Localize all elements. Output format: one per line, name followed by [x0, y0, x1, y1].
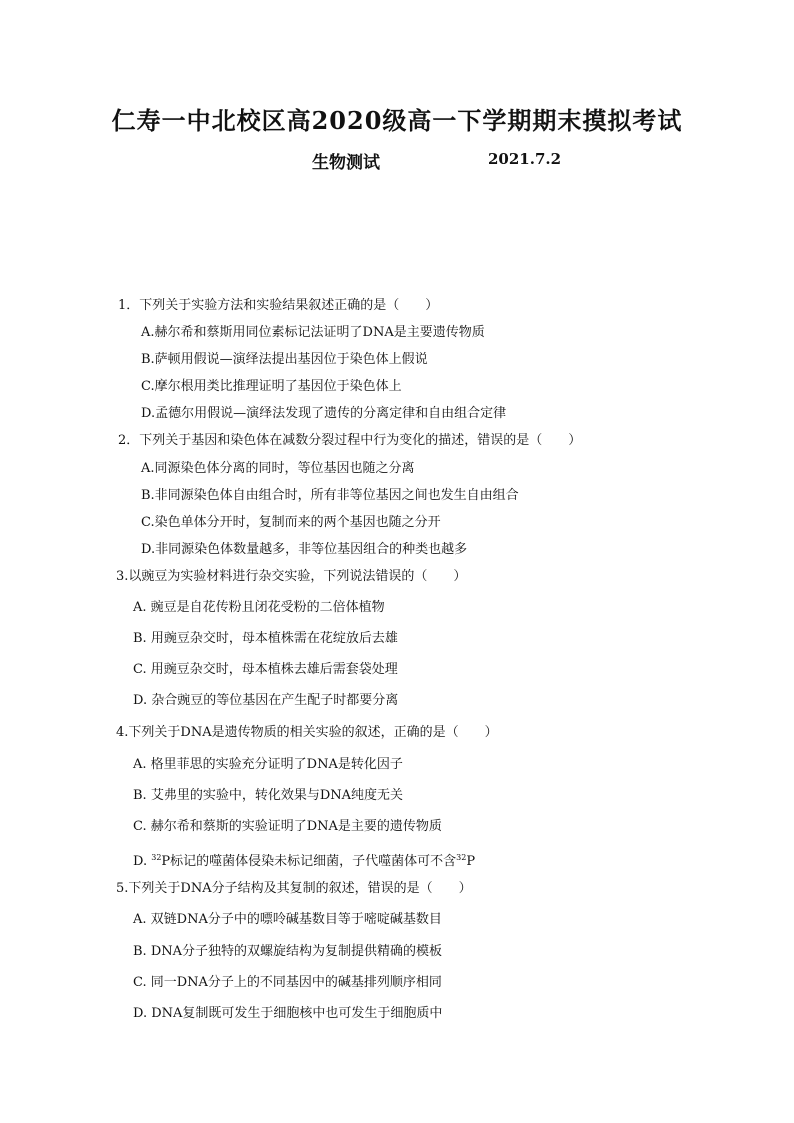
- question-5-option-d: D. DNA复制既可发生于细胞核中也可发生于细胞质中: [133, 1006, 443, 1021]
- question-4-option-d: [133, 849, 475, 871]
- question-2-option-b: B.非同源染色体自由组合时，所有非等位基因之间也发生自由组合: [141, 488, 519, 503]
- option-d-element: P: [466, 854, 476, 869]
- question-1-stem: 1．下列关于实验方法和实验结果叙述正确的是（ ）: [118, 298, 439, 313]
- subject-label: 生物测试: [312, 153, 380, 173]
- question-1-option-a: A.赫尔希和蔡斯用同位素标记法证明了DNA是主要遗传物质: [141, 325, 485, 340]
- question-5-option-b: B. DNA分子独特的双螺旋结构为复制提供精确的模板: [133, 944, 443, 959]
- exam-title: 仁寿一中北校区高2020级高一下学期期末摸拟考试: [111, 106, 683, 135]
- question-2-option-d: D.非同源染色体数量越多，非等位基因组合的种类也越多: [141, 542, 468, 557]
- option-d-text: P标记的噬菌体侵染未标记细菌，子代噬菌体可不含: [161, 854, 457, 869]
- question-4-option-b: B. 艾弗里的实验中，转化效果与DNA纯度无关: [133, 788, 404, 803]
- question-3-option-c: C. 用豌豆杂交时，母本植株去雄后需套袋处理: [133, 662, 398, 677]
- question-1-option-b: B.萨顿用假说—演绎法提出基因位于染色体上假说: [141, 352, 428, 367]
- question-1-option-c: C.摩尔根用类比推理证明了基因位于染色体上: [141, 379, 402, 394]
- question-5-stem: 5.下列关于DNA分子结构及其复制的叙述，错误的是（ ）: [116, 881, 472, 896]
- isotope-mass-number: 32: [151, 853, 162, 862]
- question-3-stem: 3.以豌豆为实验材料进行杂交实验，下列说法错误的（ ）: [116, 569, 467, 584]
- question-4-option-c: C. 赫尔希和蔡斯的实验证明了DNA是主要的遗传物质: [133, 819, 442, 834]
- question-2-option-a: A.同源染色体分离的同时，等位基因也随之分离: [141, 461, 415, 476]
- question-3-option-a: A. 豌豆是自花传粉且闭花受粉的二倍体植物: [133, 600, 385, 615]
- question-5-option-a: A. 双链DNA分子中的嘌呤碱基数目等于嘧啶碱基数目: [133, 912, 442, 927]
- isotope-mass-number: 32: [456, 853, 467, 862]
- question-4-option-a: A. 格里菲思的实验充分证明了DNA是转化因子: [133, 757, 403, 772]
- question-3-option-b: B. 用豌豆杂交时，母本植株需在花绽放后去雄: [133, 631, 398, 646]
- question-2-option-c: C.染色单体分开时，复制而来的两个基因也随之分开: [141, 515, 441, 530]
- question-2-stem: 2．下列关于基因和染色体在减数分裂过程中行为变化的描述，错误的是（ ）: [118, 433, 582, 448]
- question-5-option-c: C. 同一DNA分子上的不同基因中的碱基排列顺序相同: [133, 975, 442, 990]
- question-1-option-d: D.孟德尔用假说—演绎法发现了遗传的分离定律和自由组合定律: [141, 406, 507, 421]
- question-3-option-d: D. 杂合豌豆的等位基因在产生配子时都要分离: [133, 693, 399, 708]
- option-d-prefix: D.: [133, 854, 152, 869]
- question-4-stem: 4.下列关于DNA是遗传物质的相关实验的叙述，正确的是（ ）: [116, 725, 498, 740]
- exam-date: 2021.7.2: [488, 150, 562, 168]
